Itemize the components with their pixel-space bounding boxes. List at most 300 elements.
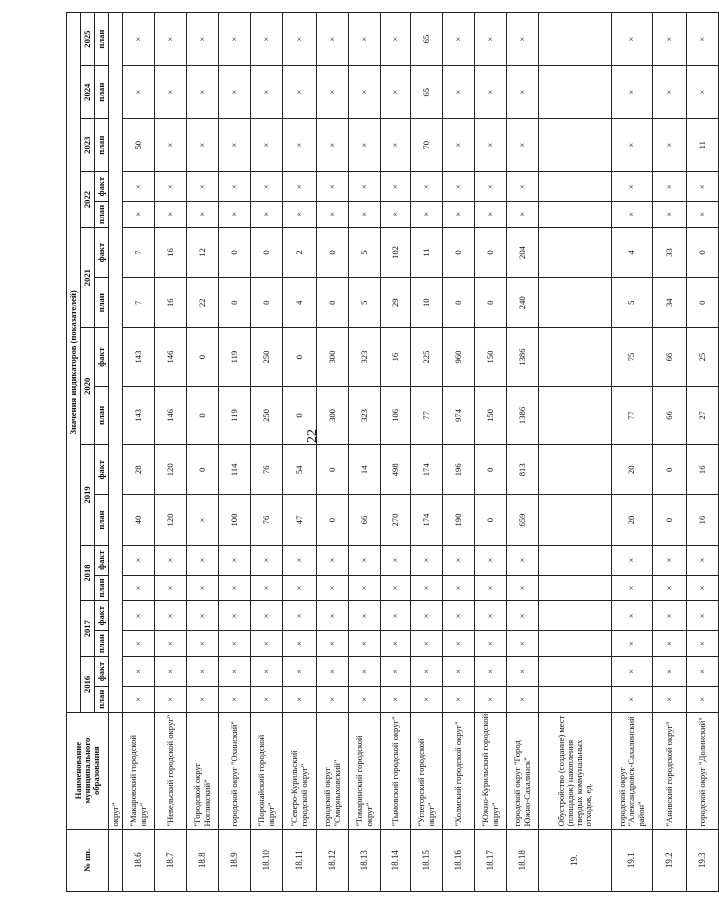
value-cell: × [687,575,719,601]
value-cell [539,278,612,328]
value-cell: × [687,631,719,657]
value-cell [539,686,612,712]
value-cell: 119 [219,328,251,386]
value-cell: 0 [283,328,317,386]
value-cell: 204 [507,227,539,277]
value-cell: × [155,601,187,631]
value-cell: × [687,66,719,119]
value-cell: 225 [411,328,443,386]
value-cell: 5 [612,278,653,328]
value-cell: × [187,631,219,657]
table-row [612,13,653,892]
value-cell: × [381,686,411,712]
value-cell: × [507,575,539,601]
value-cell: 250 [251,328,283,386]
plan-label: план [95,386,109,444]
value-cell: × [251,172,283,202]
value-cell: × [507,13,539,66]
value-cell: × [317,575,349,601]
row-name: "Макаровский городской округ" [123,712,155,829]
value-cell: × [155,657,187,687]
value-cell: × [187,686,219,712]
row-num: 18.6 [123,829,155,891]
value-cell: 106 [381,386,411,444]
value-cell: 50 [123,119,155,172]
value-cell: × [507,119,539,172]
row-num: 18.12 [317,829,349,891]
value-cell: × [612,657,653,687]
value-cell: 12 [187,227,219,277]
value-cell: × [475,686,507,712]
value-cell: × [283,172,317,202]
value-cell: 14 [349,445,381,495]
row-num: 18.16 [443,829,475,891]
value-cell: × [411,631,443,657]
table-row [317,13,349,892]
value-cell: × [251,631,283,657]
value-cell: × [251,601,283,631]
value-cell: 5 [349,227,381,277]
value-cell: × [381,13,411,66]
header-indicators: Значения индикаторов (показателей) [67,13,81,713]
value-cell: × [507,202,539,228]
value-cell: × [283,575,317,601]
value-cell: × [653,686,687,712]
value-cell: × [381,631,411,657]
value-cell: × [317,631,349,657]
value-cell: 11 [411,227,443,277]
value-cell: × [653,575,687,601]
value-cell: 150 [475,386,507,444]
value-cell: × [155,575,187,601]
value-cell: × [317,202,349,228]
value-cell: × [443,686,475,712]
year-2022: 2022 [81,172,95,228]
value-cell: × [283,66,317,119]
value-cell: × [219,13,251,66]
value-cell: × [411,657,443,687]
value-cell: × [349,172,381,202]
value-cell: × [283,631,317,657]
value-cell: × [507,601,539,631]
row-name: Обустройство (создание) мест (площадок) накопления твердых коммунальных отходов, ед. [539,712,612,829]
row-num: 18.9 [219,829,251,891]
value-cell: × [187,575,219,601]
year-2023: 2023 [81,119,95,172]
value-cell: × [349,575,381,601]
value-cell: × [123,575,155,601]
plan-label: план [95,278,109,328]
value-cell: 76 [251,495,283,545]
value-cell: × [317,13,349,66]
value-cell: × [317,119,349,172]
value-cell: × [251,657,283,687]
value-cell: × [283,202,317,228]
value-cell: × [123,631,155,657]
value-cell: 77 [411,386,443,444]
value-cell: × [475,657,507,687]
value-cell: 10 [411,278,443,328]
table-row [251,13,283,892]
value-cell: × [155,13,187,66]
value-cell: × [219,66,251,119]
value-cell: × [123,172,155,202]
value-cell: × [687,657,719,687]
row-num [109,829,123,891]
row-num: 18.10 [251,829,283,891]
value-cell: × [187,172,219,202]
value-cell: × [687,545,719,575]
value-cell: × [612,13,653,66]
value-cell: × [251,13,283,66]
row-name: городской округ "Долинский" [687,712,719,829]
value-cell: × [443,13,475,66]
value-cell: × [381,119,411,172]
value-cell: × [381,202,411,228]
value-cell: × [475,631,507,657]
value-cell [539,13,612,66]
value-cell: × [123,13,155,66]
value-cell: 240 [507,278,539,328]
value-cell: × [475,172,507,202]
value-cell: 250 [251,386,283,444]
row-num: 19.3 [687,829,719,891]
value-cell: 0 [317,445,349,495]
value-cell: 0 [219,278,251,328]
value-cell: × [123,657,155,687]
value-cell: × [155,202,187,228]
value-cell: 0 [687,227,719,277]
value-cell: 323 [349,328,381,386]
value-cell: 65 [411,13,443,66]
value-cell: × [123,202,155,228]
value-cell: × [251,545,283,575]
value-cell: × [411,202,443,228]
table-row [443,13,475,892]
value-cell: × [653,202,687,228]
value-cell: × [283,601,317,631]
value-cell: × [653,13,687,66]
empty-cells [109,13,123,713]
table-row [349,13,381,892]
year-2017: 2017 [81,601,95,657]
value-cell: × [653,657,687,687]
value-cell: × [349,202,381,228]
value-cell: × [411,601,443,631]
fact-label: факт [95,227,109,277]
year-2020: 2020 [81,328,95,445]
value-cell: 0 [443,278,475,328]
row-name: "Поронайский городской округ" [251,712,283,829]
value-cell: 813 [507,445,539,495]
value-cell: 0 [251,278,283,328]
value-cell: 4 [612,227,653,277]
value-cell: × [612,172,653,202]
value-cell: × [155,172,187,202]
value-cell: 33 [653,227,687,277]
value-cell: 11 [687,119,719,172]
value-cell: × [251,119,283,172]
value-cell: × [475,575,507,601]
value-cell: × [653,631,687,657]
table-row [381,13,411,892]
indicators-table [66,12,719,892]
value-cell: × [219,202,251,228]
value-cell: × [612,575,653,601]
value-cell: × [349,13,381,66]
fact-label: факт [95,601,109,631]
value-cell: × [219,601,251,631]
value-cell [539,202,612,228]
year-2018: 2018 [81,545,95,601]
value-cell [539,119,612,172]
row-name: "Анивский городской округ" [653,712,687,829]
value-cell: × [155,119,187,172]
value-cell: × [123,66,155,119]
rotated-page [66,12,719,892]
value-cell: × [123,601,155,631]
value-cell: × [381,575,411,601]
value-cell: 28 [123,445,155,495]
row-name: городской округ "Город Южно-Сахалинск" [507,712,539,829]
table-row [475,13,507,892]
value-cell: × [411,172,443,202]
value-cell: 29 [381,278,411,328]
value-cell: × [219,631,251,657]
page-number: 22 [305,429,320,443]
value-cell: × [251,202,283,228]
value-cell: × [687,13,719,66]
value-cell: × [381,545,411,575]
row-name: городской округ "Смирныховский" [317,712,349,829]
value-cell: 323 [349,386,381,444]
value-cell: × [612,119,653,172]
value-cell: 20 [612,495,653,545]
value-cell: × [123,686,155,712]
value-cell: 0 [687,278,719,328]
value-cell: 0 [317,278,349,328]
value-cell: 143 [123,386,155,444]
value-cell: × [507,657,539,687]
value-cell: 7 [123,278,155,328]
value-cell [539,386,612,444]
value-cell: 77 [612,386,653,444]
value-cell: × [653,119,687,172]
value-cell: 65 [411,66,443,119]
value-cell: 22 [187,278,219,328]
value-cell: 100 [219,495,251,545]
value-cell: × [475,13,507,66]
value-cell: × [381,172,411,202]
value-cell: × [251,66,283,119]
row-num: 19. [539,829,612,891]
value-cell: × [381,601,411,631]
row-num: 18.14 [381,829,411,891]
value-cell: × [317,545,349,575]
value-cell: 659 [507,495,539,545]
value-cell: × [219,172,251,202]
year-2016: 2016 [81,657,95,713]
value-cell: 4 [283,278,317,328]
value-cell: × [187,119,219,172]
value-cell: × [507,686,539,712]
row-num: 19.2 [653,829,687,891]
value-cell: 66 [349,495,381,545]
value-cell: 120 [155,495,187,545]
value-cell [539,495,612,545]
table-row [539,13,612,892]
value-cell [539,328,612,386]
value-cell: 498 [381,445,411,495]
value-cell: × [653,601,687,631]
row-name: "Углегорский городской округ" [411,712,443,829]
value-cell: 0 [475,227,507,277]
value-cell: × [187,657,219,687]
table-row [411,13,443,892]
value-cell: × [317,172,349,202]
table-row [687,13,719,892]
value-cell: × [653,66,687,119]
value-cell: × [317,657,349,687]
header-num: № пп. [67,829,109,891]
value-cell: × [475,202,507,228]
value-cell: 16 [381,328,411,386]
value-cell: × [123,545,155,575]
table-row [283,13,317,892]
table-row [507,13,539,892]
value-cell [539,66,612,119]
value-cell: × [411,545,443,575]
plan-label: план [95,686,109,712]
value-cell: × [187,13,219,66]
value-cell: 270 [381,495,411,545]
value-cell: 0 [317,495,349,545]
value-cell: 102 [381,227,411,277]
row-name: "Холмский городской округ" [443,712,475,829]
row-num: 18.17 [475,829,507,891]
value-cell: 34 [653,278,687,328]
value-cell: × [187,495,219,545]
plan-label: план [95,631,109,657]
fact-label: факт [95,657,109,687]
value-cell: 0 [187,328,219,386]
value-cell: 119 [219,386,251,444]
value-cell: × [349,66,381,119]
value-cell: × [219,686,251,712]
value-cell: 150 [475,328,507,386]
value-cell: × [219,119,251,172]
row-name: городской округ "Охинский" [219,712,251,829]
value-cell: × [283,686,317,712]
value-cell: 16 [155,227,187,277]
value-cell: × [349,657,381,687]
row-name: округ" [109,712,123,829]
value-cell: 114 [219,445,251,495]
value-cell: × [653,545,687,575]
value-cell: × [687,202,719,228]
plan-label: план [95,202,109,228]
value-cell: 174 [411,495,443,545]
plan-label: план [95,13,109,66]
value-cell: 1386 [507,328,539,386]
value-cell: × [219,657,251,687]
value-cell [539,657,612,687]
header-name: Наименование муниципального образования [67,712,109,829]
fact-label: факт [95,445,109,495]
value-cell [539,445,612,495]
value-cell: × [612,601,653,631]
year-2019: 2019 [81,445,95,546]
value-cell: 27 [687,386,719,444]
value-cell: × [612,631,653,657]
value-cell [539,545,612,575]
value-cell: × [349,119,381,172]
value-cell: × [612,66,653,119]
fact-label: факт [95,545,109,575]
value-cell [539,575,612,601]
value-cell: × [317,66,349,119]
value-cell: 1386 [507,386,539,444]
value-cell: × [475,601,507,631]
value-cell: 54 [283,445,317,495]
value-cell: × [475,119,507,172]
row-num: 18.7 [155,829,187,891]
value-cell: × [687,686,719,712]
value-cell: 146 [155,328,187,386]
row-name: "Северо-Курильский городской округ" [283,712,317,829]
value-cell: × [612,202,653,228]
value-cell: 0 [475,495,507,545]
table-row [123,13,155,892]
value-cell: 0 [317,227,349,277]
row-num: 18.13 [349,829,381,891]
row-name: "Южно-Курильский городской округ" [475,712,507,829]
value-cell: 0 [219,227,251,277]
row-num: 18.18 [507,829,539,891]
value-cell: 0 [187,445,219,495]
value-cell: 76 [251,445,283,495]
value-cell: × [155,631,187,657]
value-cell: 47 [283,495,317,545]
value-cell: × [653,172,687,202]
value-cell [539,631,612,657]
value-cell: × [443,657,475,687]
value-cell: 143 [123,328,155,386]
value-cell: × [317,686,349,712]
plan-label: план [95,495,109,545]
value-cell: 0 [653,445,687,495]
value-cell: 66 [653,386,687,444]
value-cell: 300 [317,328,349,386]
row-name: городской округ "Александровск-Сахалинский район" [612,712,653,829]
row-num: 18.15 [411,829,443,891]
value-cell: × [251,686,283,712]
value-cell: × [443,545,475,575]
value-cell: × [443,631,475,657]
value-cell: × [443,575,475,601]
value-cell: × [155,686,187,712]
value-cell: × [507,66,539,119]
value-cell: × [219,545,251,575]
value-cell: × [687,172,719,202]
value-cell: 196 [443,445,475,495]
value-cell: × [411,575,443,601]
value-cell: 0 [475,278,507,328]
row-num: 18.8 [187,829,219,891]
value-cell: 0 [251,227,283,277]
value-cell: × [687,601,719,631]
value-cell: 190 [443,495,475,545]
